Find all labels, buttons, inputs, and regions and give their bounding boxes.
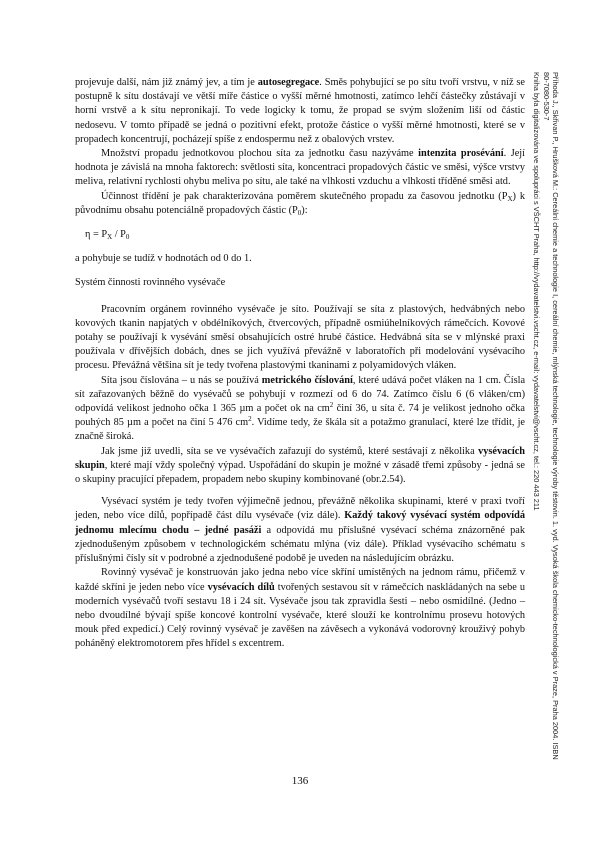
body-text [75,76,525,652]
term-sifting-groups: vysévacích skupin [75,445,525,471]
paragraph-plansifter-construction [75,566,525,651]
paragraph-sieve: Pracovním orgánem rovinného vysévače je síto. Používají se síta z plastových, hedvábných nebo kovových tkanin napjatých v obdélníkových, čtvercových, případně osmiúhelníkových rámečcích. Kovové potahy se používají k vysévání směsí obsahujících ostré hrubé částice. Hedvábná síta se v mlýnské praxi používala v dřívějších dobách, dnes se jich využívá převážně v laboratořích při modelování vysévacího procesu. Převážná většina sít je tedy tvořena plastovými tkaninami z polyamidových vláken. [75,303,525,372]
text-span: , které udává počet vláken na 1 cm. Čísla sít zařazovaných běžně do vysévačů se pohybují v rozmezí od 6 do 74. Zatímco číslu 6 (6 vláken/cm) odpovídá velikost jednoho očka 1 365 µm a počet ok na cm [75,374,526,415]
paragraph-autosegregation [75,76,525,147]
paragraph-sorting-efficiency [75,190,525,218]
superscript: 2 [248,415,252,424]
page-number: 136 [291,775,309,787]
text-span: projevuje další, nám již známý jev, a tím je [75,77,258,88]
term-sifting-intensity: intenzita prosévání [418,148,504,160]
text-span: Množství propadu jednotkovou plochou síta za jednotku času nazýváme [101,148,419,160]
paragraph-sifting-groups [75,445,525,488]
paragraph-sifting-intensity [75,147,525,190]
subscript: 0 [297,208,302,217]
paragraph-sieve-numbering [75,374,525,445]
text-span: a odpovídá mu příslušné vysévací schéma znázorněné pak zjednodušeným způsobem v technologickém schématu mlýna (viz dále). Příklad vysévacího schématu s příslušnými čísly sít v podrobné a zjednodušené podobě je uveden na následujícím obrázku. [75,524,525,565]
paragraph-range: a pohybuje se tudíž v hodnotách od 0 do 1. [75,253,252,265]
formula-text: / P [112,229,126,241]
side-citation-note [532,72,560,852]
efficiency-formula [85,228,525,242]
term-metric-numbering: metrického číslování [261,374,353,386]
text-span: . Směs pohybující se po sítu tvoří vrstvu, v níž se postupně k sítu dostávají ve větší míře částice o vyšší měrné hmotnosti, zatímco lehčí částečky zůstávají v horní vrstvě a k sítu nepronikají. To vede logicky k tomu, že propad se svým složením liší od částic nedosevu. V tomto případě se jedná o pozitivní efekt, protože částice o vyšší měrné hmotnosti, které se v propadech koncentrují, pocházejí spíše z endospermu než z obalových vrstev. [75,77,525,145]
term-sifting-sections: vysévacích dílů [207,581,275,593]
text-span: . Její hodnota je závislá na mnoha faktorech: světlosti síta, koncentraci propadových částic ve směsi, výšce vrstvy meliva, relativní rychlosti ohybu meliva po sítu, ale také na vlhkosti vzduchu a vlhkosti tříděné směsi atd. [75,148,526,188]
term-sifting-system: Každý takový vysévací systém odpovídá jednomu mlecímu chodu – jedné pasáži [75,510,525,536]
text-span: ): [301,204,308,216]
superscript: 2 [329,401,334,410]
text-span: Účinnost třídění je pak charakterizována poměrem skutečného propadu za časovou jednotku (P [101,190,508,202]
term-autosegregation: autosegregace [257,77,320,88]
text-span: Rovinný vysévač je konstruován jako jedna nebo více skříní umístěných na jednom rámu, přičemž v každé skříni je jeden nebo více [75,567,525,593]
text-span: ) k původnímu obsahu potenciálně propadových částic (P [75,190,525,216]
text-span: Síta jsou číslována – u nás se používá [101,374,262,386]
subscript: 0 [125,233,130,242]
paragraph-sifting-system [75,495,525,566]
citation-line-3: Kniha byla digitalizována ve spolupráci s VŠCHT Praha, http://vydavatelstvi.vscht.cz, e-mail: vydavatelstvi@vscht.cz, tel.: 220 443 211 [532,72,542,511]
subscript: X [107,233,113,242]
text-span: činí 36, u síta č. 74 je velikost jednoho očka pouhých 85 µm a počet na činí 5 476 cm [75,403,526,429]
citation-line-1: Příhoda J., Skřivan P., Hrušková M.: Cereální chemie a technologie I, cereální chemie, mlýnská technologie, technologie výroby těstovin. 1. vyd. Vysoká škola chemicko-technologická v Praze, Praha 2004. ISBN [551,72,560,760]
text-span: tvořených sestavou sít v rámečcích naskládaných na sebe u moderních vysévačů tvoří sestavu 18 i 24 sít. Vysévače jsou tak zpravidla šesti – nebo osmidílné. (Jedno – nebo dvoudílné bývají spíše koncové kontrolní vysévače, které slouží ke kontrolnímu prosevu hotových mouk před expedicí.) Celý rovinný vysévač je zavěšen na závěsech a vykonává vodorovný krouživý pohyb poháněný elektromotorem přes hřídel s excentrem. [75,581,525,650]
text-span: . Vidíme tedy, že škála sít a potažmo granulací, které lze třídit, je značně široká. [75,417,525,443]
citation-line-2: 80-7080-530-7 [541,72,551,121]
section-heading: Systém činnosti rovinného vysévače [75,277,226,289]
text-span: Vysévací systém je tedy tvořen výjimečně jednou, převážně několika skupinami, které v praxi tvoří jeden, nebo více dílů, popřípadě část dílu vysévače (viz dále). [75,496,525,522]
subscript: X [507,194,513,203]
formula-text: η = P [85,229,108,241]
text-span: , které mají vždy společný výpad. Uspořádání do skupin je možné v zásadě třemi způsoby - jedná se o skupiny pracující přepadem, propadem nebo skupiny kombinované (obr.2.54). [75,459,525,486]
text-span: Jak jsme již uvedli, síta se ve vysévačích zařazují do systémů, které sestávají z několika [101,445,479,457]
